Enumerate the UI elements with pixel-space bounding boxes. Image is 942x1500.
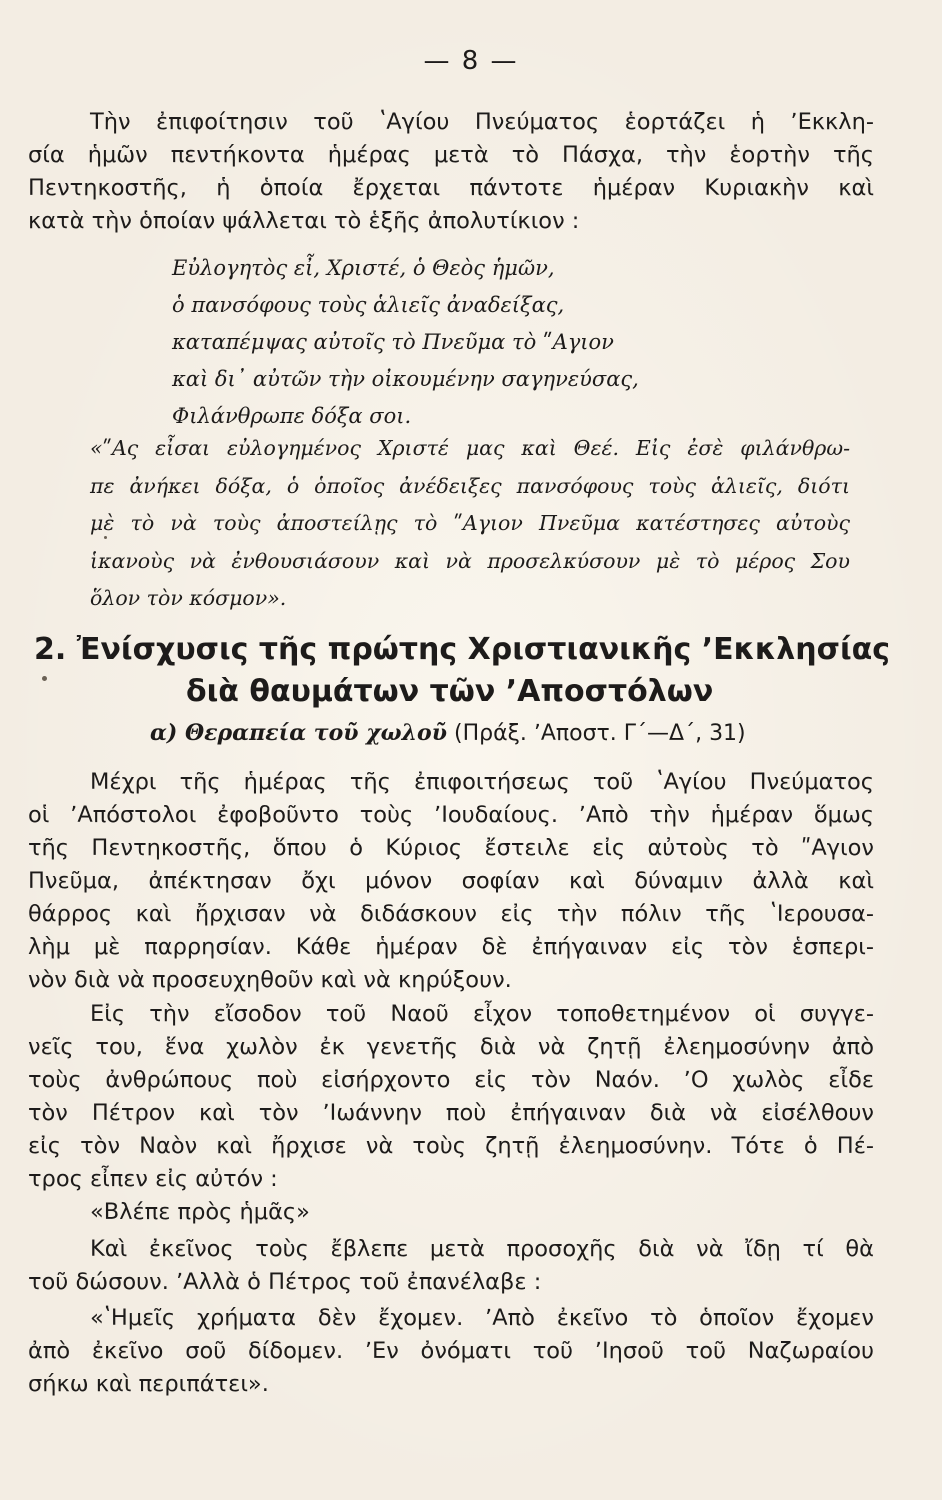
text-line: εἰς τὸν Ναὸν καὶ ἤρχισε νὰ τοὺς ζητῇ ἐλεημοσύνην. Τότε ὁ Πέ- (28, 1133, 874, 1159)
text-line: σήκω καὶ περιπάτει». (28, 1371, 269, 1397)
text-line: μὲ τὸ νὰ τοὺς ἀποστείλῃς τὸ ʺΑγιον Πνεῦμα κατέστησες αὐτοὺς (90, 511, 850, 535)
text-line: ἱκανοὺς νὰ ἐνθουσιάσουν καὶ νὰ προσελκύσουν μὲ τὸ μέρος Σου (90, 548, 850, 573)
paragraph-3 (28, 998, 874, 1196)
text-line: τῆς Πεντηκοστῆς, ὅπου ὁ Κύριος ἔστειλε εἰς αὐτοὺς τὸ ʺΑγιον (28, 835, 874, 861)
paper-speck (104, 536, 107, 539)
text-line: ὅλον τὸν κόσμον». (90, 586, 287, 610)
subsection-heading (150, 720, 746, 746)
text-line: τοῦ δώσουν. ʼΑλλὰ ὁ Πέτρος τοῦ ἐπανέλαβε : (28, 1269, 542, 1295)
verse-line: καὶ δι᾿ αὐτῶν τὴν οἰκουμένην σαγηνεύσας, (172, 367, 639, 391)
text-line: Πεντηκοστῆς, ἡ ὁποία ἔρχεται πάντοτε ἡμέραν Κυριακὴν καὶ (28, 175, 874, 201)
text-line: «ʺΑς εἶσαι εὐλογημένος Χριστέ μας καὶ Θεέ. Εἰς ἐσὲ φιλάνθρω- (90, 436, 850, 460)
text-line: θάρρος καὶ ἤρχισαν νὰ διδάσκουν εἰς τὴν πόλιν τῆς ʽΙερουσα- (28, 901, 874, 927)
text-line: Τὴν ἐπιφοίτησιν τοῦ ʽΑγίου Πνεύματος ἑορτάζει ἡ ʼΕκκλη- (90, 109, 874, 135)
section-number: 2. (34, 632, 67, 667)
text-line: τοὺς ἀνθρώπους ποὺ εἰσήρχοντο εἰς τὸν Ναόν. ʼΟ χωλὸς εἶδε (28, 1067, 874, 1093)
subsection-label: α) Θεραπεία τοῦ χωλοῦ (150, 720, 447, 746)
text-line: ἀπὸ ἐκεῖνο σοῦ δίδομεν. ʼΕν ὀνόματι τοῦ ʼΙησοῦ τοῦ Ναζωραίου (28, 1338, 874, 1364)
hymn-verse (172, 250, 639, 435)
text-line: λὴμ μὲ παρρησίαν. Κάθε ἡμέραν δὲ ἐπήγαιναν εἰς τὸν ἑσπερι- (28, 934, 874, 960)
quote-1 (28, 1196, 874, 1229)
page-number: — 8 — (423, 46, 519, 76)
verse-line: Εὐλογητὸς εἶ, Χριστέ, ὁ Θεὸς ἡμῶν, (172, 256, 555, 280)
text-line: σία ἡμῶν πεντήκοντα ἡμέρας μετὰ τὸ Πάσχα, τὴν ἑορτὴν τῆς (28, 142, 874, 168)
paragraph-4 (28, 1233, 874, 1299)
text-line: κατὰ τὴν ὁποίαν ψάλλεται τὸ ἑξῆς ἀπολυτίκιον : (28, 208, 580, 234)
text-line: οἱ ʼΑπόστολοι ἐφοβοῦντο τοὺς ʼΙουδαίους. ʼΑπὸ τὴν ἡμέραν ὅμως (28, 802, 874, 828)
section-title-line-2: διὰ θαυμάτων τῶν ʼΑποστόλων (186, 674, 714, 709)
text-line: νεῖς του, ἕνα χωλὸν ἐκ γενετῆς διὰ νὰ ζητῇ ἐλεημοσύνην ἀπὸ (28, 1034, 874, 1060)
text-line: νὸν διὰ νὰ προσευχηθοῦν καὶ νὰ κηρύξουν. (28, 967, 512, 993)
paragraph-5 (28, 1302, 874, 1401)
text-line: Καὶ ἐκεῖνος τοὺς ἔβλεπε μετὰ προσοχῆς διὰ νὰ ἴδῃ τί θὰ (90, 1236, 874, 1262)
intro-paragraph (28, 106, 874, 238)
text-line: «Βλέπε πρὸς ἡμᾶς» (90, 1199, 310, 1225)
subsection-reference: (Πράξ. ʼΑποστ. Γ΄—Δ΄, 31) (454, 721, 746, 746)
verse-line: ὁ πανσόφους τοὺς ἁλιεῖς ἀναδείξας, (172, 293, 565, 317)
text-line: Πνεῦμα, ἀπέκτησαν ὄχι μόνον σοφίαν καὶ δύναμιν ἀλλὰ καὶ (28, 868, 874, 894)
paragraph-2 (28, 766, 874, 997)
hymn-paraphrase (90, 430, 850, 618)
text-line: τὸν Πέτρον καὶ τὸν ʼΙωάννην ποὺ ἐπήγαιναν διὰ νὰ εἰσέλθουν (28, 1100, 874, 1126)
section-title-line-1: Ἐνίσχυσις τῆς πρώτης Χριστιανικῆς ʼΕκκλησίας (76, 632, 891, 667)
paper-speck (42, 676, 47, 681)
text-line: «ʽΗμεῖς χρήματα δὲν ἔχομεν. ʼΑπὸ ἐκεῖνο τὸ ὁποῖον ἔχομεν (90, 1305, 874, 1331)
text-line: Μέχρι τῆς ἡμέρας τῆς ἐπιφοιτήσεως τοῦ ʽΑγίου Πνεύματος (90, 769, 874, 795)
verse-line: Φιλάνθρωπε δόξα σοι. (172, 404, 412, 428)
text-line: Εἰς τὴν εἴσοδον τοῦ Ναοῦ εἶχον τοποθετημένον οἱ συγγε- (90, 1001, 874, 1027)
verse-line: καταπέμψας αὐτοῖς τὸ Πνεῦμα τὸ ʺΑγιον (172, 330, 614, 354)
text-line: τρος εἶπεν εἰς αὐτόν : (28, 1166, 278, 1192)
text-line: πε ἀνήκει δόξα, ὁ ὁποῖος ἀνέδειξες πανσόφους τοὺς ἁλιεῖς, διότι (90, 473, 850, 498)
